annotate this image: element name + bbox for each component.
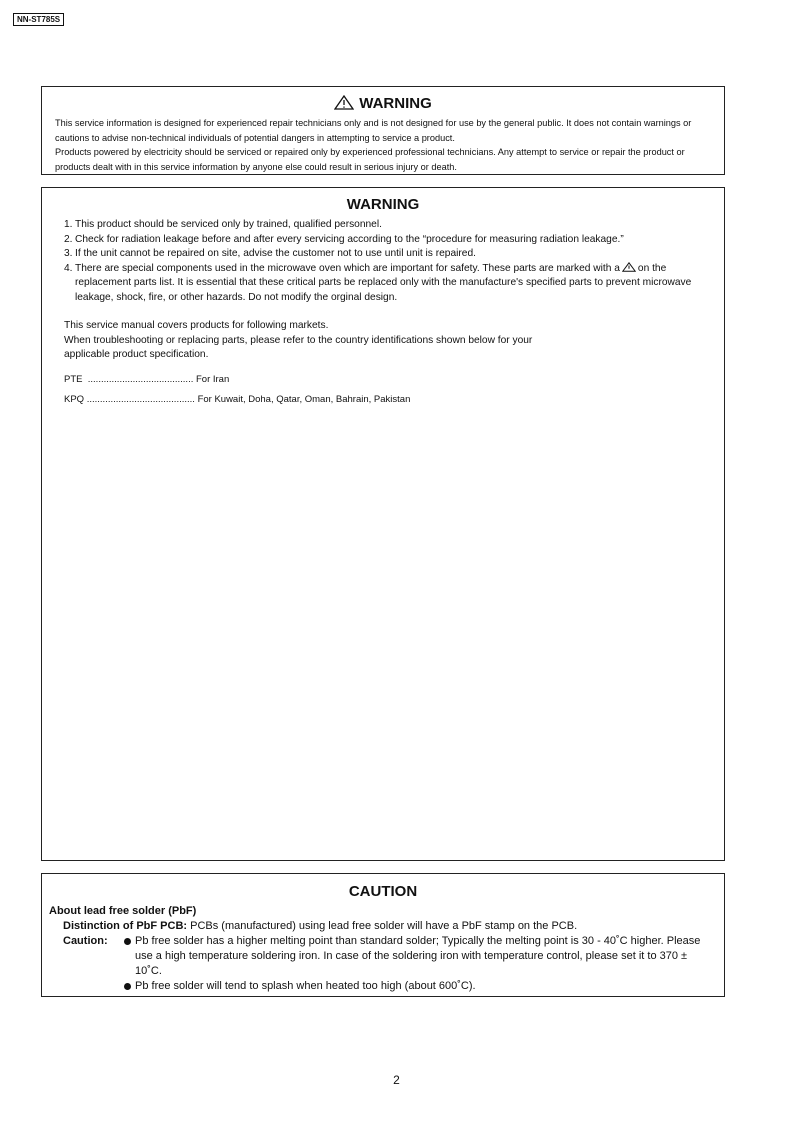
service-warning-title: WARNING [346, 196, 420, 213]
caution-title: CAUTION [348, 883, 418, 900]
list-item: 2. Check for radiation leakage before and after every servicing according to the “procedure for measuring radiation leakage.” [64, 233, 624, 245]
caution-row [49, 934, 714, 994]
safety-mark-triangle-icon [622, 262, 636, 272]
list-item: 1. This product should be serviced only by trained, qualified personnel. [64, 219, 382, 230]
market-row-kpq: KPQ ......................................... For Kuwait, Doha, Qatar, Oman, Bahrain, Pakistan [64, 393, 411, 405]
warning-list [64, 218, 710, 305]
service-warning-box [41, 187, 725, 861]
bullet-dot-icon [124, 983, 131, 990]
general-warning-title: WARNING [359, 95, 432, 112]
general-warning-paragraph-2: Products powered by electricity should be serviced or repaired only by experienced professional technicians. Any attempt to service or repair the product or products dealt with in this service information by anyone else could result in serious injury or death. [55, 147, 685, 172]
caution-bullet: Pb free solder will tend to splash when heated too high (about 600˚C). [124, 979, 714, 994]
list-item: 4. There are special components used in the microwave oven which are important for safety. These parts are marked with a on the replacement parts list. It is essential that these critical parts be replaced only with the manufacture's specified parts to prevent microwave leakage, shock, fire, or other hazards. Do not modify the orginal design. [64, 262, 692, 303]
caution-box [41, 873, 725, 997]
market-row-pte: PTE ........................................ For Iran [64, 373, 230, 385]
caution-subtitle: About lead free solder (PbF) [49, 905, 197, 917]
markets-intro: This service manual covers products for following markets. When troubleshooting or replacing parts, please refer to the country identifications shown below for your applicable product specification. [64, 320, 533, 360]
warning-triangle-icon [334, 95, 354, 110]
page-number: 2 [393, 1073, 400, 1087]
general-warning-box [41, 86, 725, 175]
caution-bullet: Pb free solder has a higher melting point than standard solder; Typically the melting point is 30 - 40˚C higher. Please use a high temperature soldering iron. In case of the soldering iron with temperature control, please set it to 370 ± 10˚C. [124, 934, 714, 979]
caution-label: Caution: [63, 935, 108, 947]
model-number-tag: NN-ST785S [13, 13, 64, 26]
list-item: 3. If the unit cannot be repaired on site, advise the customer not to use until unit is repaired. [64, 248, 476, 259]
general-warning-heading [42, 95, 724, 113]
general-warning-paragraph-1: This service information is designed for experienced repair technicians only and is not designed for use by the general public. It does not contain warnings or cautions to advise non-technical individuals of potential dangers in attempting to service a product. [55, 118, 692, 143]
bullet-dot-icon [124, 938, 131, 945]
pbf-distinction: Distinction of PbF PCB: PCBs (manufactured) using lead free solder will have a PbF stamp on the PCB. [63, 920, 578, 932]
